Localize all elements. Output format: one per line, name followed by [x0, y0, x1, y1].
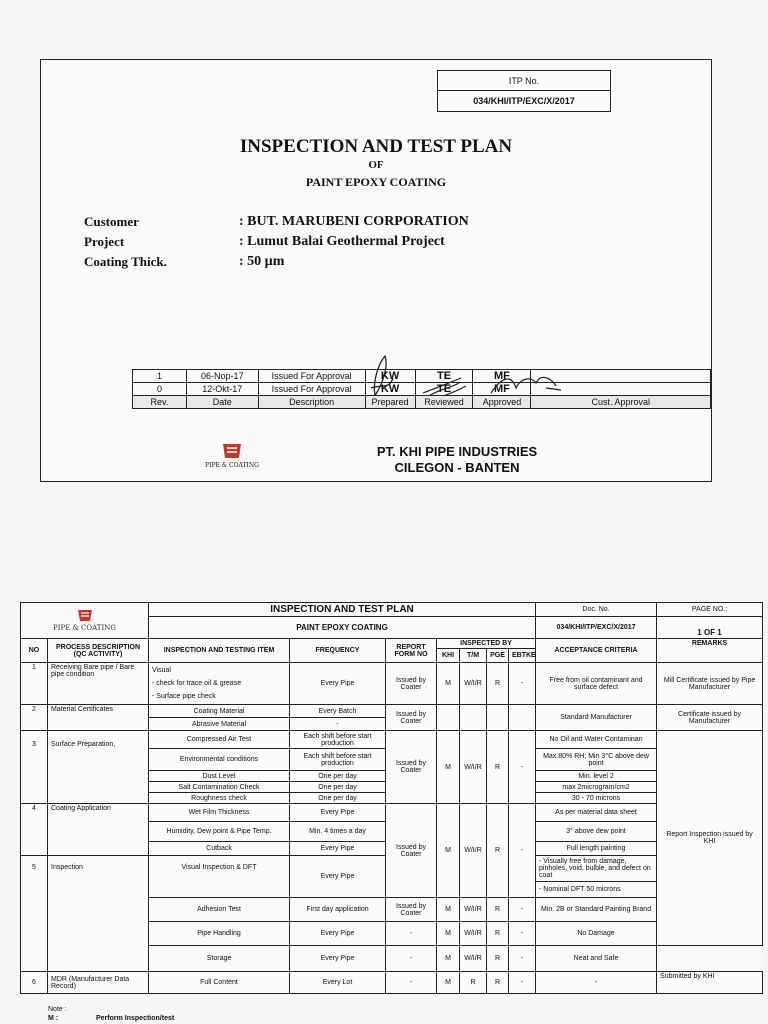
approved-cell: MF [473, 370, 531, 383]
row-frequency: Every Pipe [290, 804, 386, 822]
doc-no-value: 034/KHI/ITP/EXC/X/2017 [536, 617, 657, 639]
row-item: Abrasive Material [149, 718, 290, 731]
row-acceptance: 30 - 70 microns [536, 793, 657, 804]
row-tm: W/I/R [460, 731, 487, 804]
row-report: Issued by Coater [386, 663, 437, 705]
row-frequency: Every Pipe [290, 946, 386, 972]
row-acceptance: Min. level 2 [536, 771, 657, 782]
itp-number-box [437, 70, 611, 112]
row-report: Issued by Coater [386, 898, 437, 922]
row-acceptance: Full length painting [536, 842, 657, 856]
row-frequency: Each shift before start production [290, 749, 386, 771]
row-tm: W/I/R [460, 898, 487, 922]
row-report: Issued by Coater [386, 804, 437, 898]
note-label: Note : [48, 1006, 67, 1013]
project-value: : Lumut Balai Geothermal Project [239, 234, 445, 249]
row-acceptance: Max.80% RH; Min 3°C above dew point [536, 749, 657, 771]
note-value: Perform Inspection/test [96, 1015, 175, 1022]
row-remarks: Report Inspection issued by KHI [657, 731, 763, 946]
row-frequency: Each shift before start production [290, 731, 386, 749]
prepared-cell: KW [365, 370, 415, 383]
row-khi: M [437, 946, 460, 972]
rev-cell: 1 [133, 370, 187, 383]
row-ebtke: - [509, 922, 536, 946]
prepared-header: Prepared [365, 396, 415, 409]
company-block [132, 438, 711, 481]
page-no-value: 1 OF 1 [657, 617, 763, 639]
prepared-cell: KW [365, 383, 415, 396]
row-pge: R [487, 946, 509, 972]
row-report: Issued by Coater [386, 705, 437, 731]
row-frequency: First day application [290, 898, 386, 922]
row-tm: W/I/R [460, 804, 487, 898]
row-ebtke: - [509, 663, 536, 705]
row-no: 3 [21, 731, 48, 804]
row-khi: M [437, 731, 460, 804]
revision-header-row [133, 396, 711, 409]
row-frequency: One per day [290, 782, 386, 793]
row-tm: W/I/R [460, 946, 487, 972]
row-frequency: Every Batch [290, 705, 386, 718]
cover-page [40, 59, 712, 482]
row-item: Salt Contamination Check [149, 782, 290, 793]
row-process: Material Certificates [48, 705, 149, 731]
table-row [21, 972, 763, 994]
coating-thick-value: : 50 µm [239, 254, 285, 269]
row-khi: M [437, 804, 460, 898]
row-acceptance: - Visually free from damage, pinholes, void, bulble, and defect on coat [536, 856, 657, 882]
note-key: M : [48, 1015, 59, 1022]
row-pge: R [487, 922, 509, 946]
row-khi: M [437, 898, 460, 922]
row-process: Surface Preparation, [48, 731, 149, 804]
row-khi: M [437, 972, 460, 994]
row-no: 4 [21, 804, 48, 856]
row-acceptance: - [536, 972, 657, 994]
date-header: Date [186, 396, 258, 409]
cover-title: INSPECTION AND TEST PLAN [239, 136, 513, 157]
row-item: Adhesion Test [149, 898, 290, 922]
coating-thick-label: Coating Thick. [84, 254, 167, 269]
row-ebtke: - [509, 804, 536, 898]
row-item: Coating Material [149, 705, 290, 718]
table-row [21, 804, 763, 822]
row-ebtke: - [509, 731, 536, 804]
approved-cell: MF [473, 383, 531, 396]
row-process: MDR (Manufacturer Data Record) [48, 972, 149, 994]
row-item: Cutback [149, 842, 290, 856]
row-pge: R [487, 804, 509, 898]
cust-approval-cell [531, 383, 711, 396]
reviewed-cell: TE [415, 383, 473, 396]
header-pge: PGE [487, 649, 509, 663]
row-item: Pipe Handling [149, 922, 290, 946]
row-no: 1 [21, 663, 48, 705]
row-pge: R [487, 663, 509, 705]
row-report: - [386, 972, 437, 994]
row-acceptance: Standard Manufacturer [536, 705, 657, 731]
row-remarks: Mill Certificate issued by Pipe Manufacturer [657, 663, 763, 705]
company-logo [192, 442, 272, 469]
desc-header: Description [258, 396, 365, 409]
row-pge: R [487, 731, 509, 804]
doc-no-label: Doc. No. [536, 603, 657, 617]
row-frequency: One per day [290, 771, 386, 782]
row-frequency: Every Lot [290, 972, 386, 994]
row-ebtke: - [509, 898, 536, 922]
row-item: Visual Inspection & DFT [149, 856, 290, 898]
cover-subtitle: PAINT EPOXY COATING [305, 175, 447, 189]
row-ebtke: - [509, 972, 536, 994]
customer-label: Customer [84, 214, 139, 229]
row-item: Dust Level [149, 771, 290, 782]
row-frequency: Every Pipe [290, 922, 386, 946]
row-item: Visual - check for trace oil & grease - Surface pipe check [149, 663, 290, 705]
itp-title: INSPECTION AND TEST PLAN [149, 603, 536, 617]
header-no: NO [21, 639, 48, 663]
logo-icon [221, 442, 243, 460]
header-remarks: REMARKS [657, 639, 763, 663]
row-ebtke: - [509, 946, 536, 972]
rev-header: Rev. [133, 396, 187, 409]
row-no: 6 [21, 972, 48, 994]
table-row [21, 731, 763, 749]
header-acceptance: ACCEPTANCE CRITERIA [536, 639, 657, 663]
row-frequency: Every Pipe [290, 663, 386, 705]
project-label: Project [84, 234, 125, 249]
row-tm: W/I/R [460, 663, 487, 705]
page-no-label: PAGE NO.: [657, 603, 763, 617]
itp-logo-cell [21, 603, 149, 639]
table-row [21, 705, 763, 718]
customer-value: : BUT. MARUBENI CORPORATION [239, 214, 469, 229]
cover-of: OF [368, 159, 384, 171]
logo-icon [77, 609, 93, 622]
row-frequency: Min. 4 times a day [290, 822, 386, 842]
row-item: Wet Film Thickness [149, 804, 290, 822]
row-remarks: Certificate issued by Manufacturer [657, 705, 763, 731]
row-khi: M [437, 922, 460, 946]
header-frequency: FREQUENCY [290, 639, 386, 663]
revision-row [133, 370, 711, 383]
row-pge: R [487, 972, 509, 994]
row-item: Storage [149, 946, 290, 972]
row-acceptance: Neat and Safe [536, 946, 657, 972]
row-item: Humidity, Dew point & Pipe Temp. [149, 822, 290, 842]
itp-number: 034/KHI/ITP/EXC/X/2017 [438, 90, 610, 110]
header-tm: T/M [460, 649, 487, 663]
reviewed-cell: TE [415, 370, 473, 383]
logo-text: PIPE & COATING [205, 462, 259, 469]
row-acceptance: Free from oil contaminant and surface defect [536, 663, 657, 705]
row-process: Coating Application [48, 804, 149, 856]
row-acceptance: No Oil and Water Contaminan [536, 731, 657, 749]
row-acceptance: 3° above dew point [536, 822, 657, 842]
row-frequency: One per day [290, 793, 386, 804]
company-name: PT. KHI PIPE INDUSTRIES [376, 444, 538, 459]
row-item: Compressed Air Test [149, 731, 290, 749]
row-report: - [386, 946, 437, 972]
revision-row [133, 383, 711, 396]
row-frequency: - [290, 718, 386, 731]
table-row [21, 663, 763, 705]
row-process: Inspection [48, 856, 149, 972]
row-report: Issued by Coater [386, 731, 437, 804]
approved-header: Approved [473, 396, 531, 409]
row-acceptance: max 2microgram/cm2 [536, 782, 657, 793]
header-khi: KHI [437, 649, 460, 663]
revision-table [132, 369, 711, 409]
row-remarks: Submitted by KHI [657, 972, 763, 994]
itp-label: ITP No. [508, 75, 540, 86]
company-location: CILEGON - BANTEN [394, 460, 520, 475]
row-khi: M [437, 663, 460, 705]
cust-approval-cell [531, 370, 711, 383]
row-item: Full Content [149, 972, 290, 994]
row-item: Roughness check [149, 793, 290, 804]
reviewed-header: Reviewed [415, 396, 473, 409]
row-acceptance: Min. 2B or Standard Painting Brand [536, 898, 657, 922]
row-process: Receiving Bare pipe / Bare pipe condition [48, 663, 149, 705]
itp-table [20, 602, 763, 994]
itp-subtitle: PAINT EPOXY COATING [149, 617, 536, 639]
row-frequency: Every Pipe [290, 856, 386, 898]
row-acceptance: As per material data sheet [536, 804, 657, 822]
row-tm: W/I/R [460, 922, 487, 946]
date-cell: 06-Nop-17 [186, 370, 258, 383]
row-frequency: Every Pipe [290, 842, 386, 856]
desc-cell: Issued For Approval [258, 370, 365, 383]
logo-text: PIPE & COATING [53, 624, 116, 632]
row-pge: R [487, 898, 509, 922]
header-ebtke: EBTKE [509, 649, 536, 663]
rev-cell: 0 [133, 383, 187, 396]
row-item: Environmental conditions [149, 749, 290, 771]
cust-approval-header: Cust. Approval [531, 396, 711, 409]
row-acceptance: No Damage [536, 922, 657, 946]
row-no: 5 [21, 856, 48, 972]
row-tm: R [460, 972, 487, 994]
header-report: REPORT FORM NO [386, 639, 437, 663]
header-inspected-by: INSPECTED BY [437, 639, 536, 649]
date-cell: 12-Okt-17 [186, 383, 258, 396]
desc-cell: Issued For Approval [258, 383, 365, 396]
row-no: 2 [21, 705, 48, 731]
row-report: - [386, 922, 437, 946]
header-process: PROCESS DESCRIPTION (QC ACTIVITY) [48, 639, 149, 663]
row-acceptance: - Nominal DFT 50 microns [536, 882, 657, 898]
header-item: INSPECTION AND TESTING ITEM [149, 639, 290, 663]
